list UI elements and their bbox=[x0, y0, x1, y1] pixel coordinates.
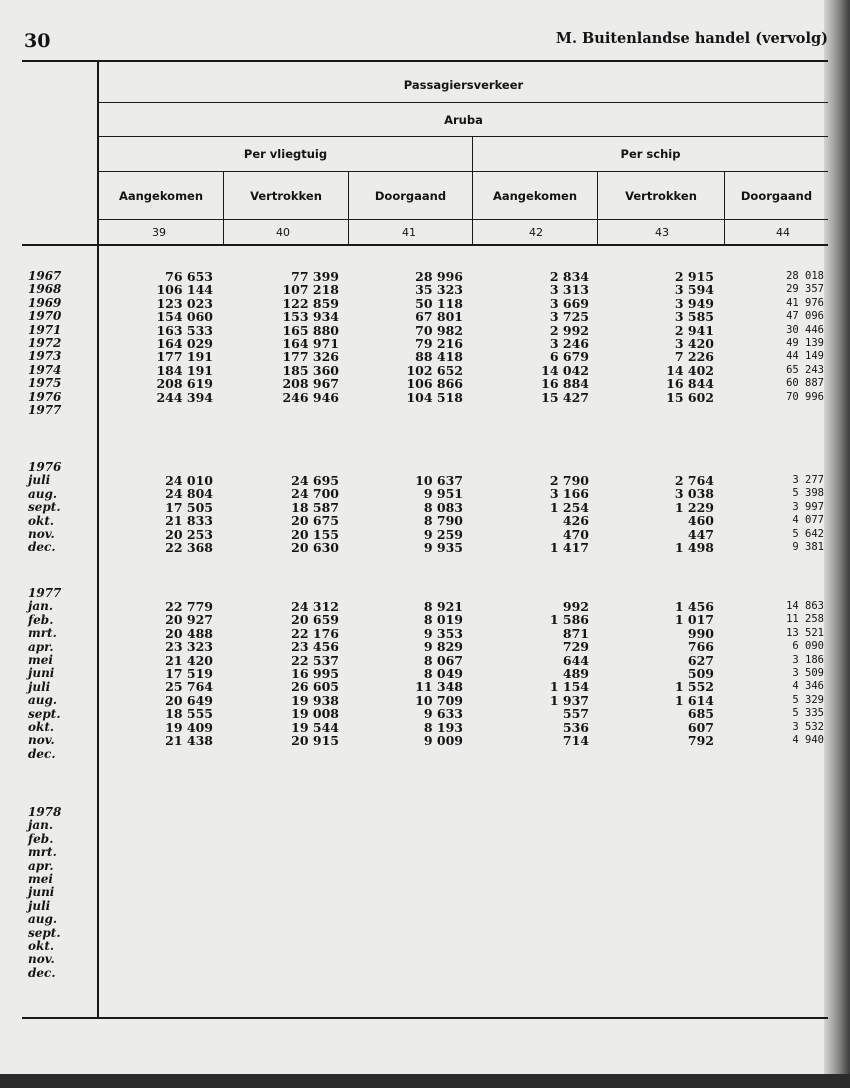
row-label: 1967 bbox=[28, 269, 62, 283]
data-cell: 60 887 bbox=[786, 377, 824, 390]
data-cell: 177 191 bbox=[156, 349, 213, 365]
m1977-col-40 bbox=[276, 600, 339, 761]
data-cell: 1 937 bbox=[549, 692, 589, 708]
row-label: feb. bbox=[28, 612, 54, 627]
data-cell: 20 630 bbox=[291, 539, 339, 555]
data-cell: 4 940 bbox=[792, 733, 824, 746]
data-cell bbox=[150, 747, 213, 760]
row-label: mei bbox=[28, 652, 53, 667]
data-cell: 766 bbox=[687, 639, 714, 655]
col-divider-4 bbox=[597, 171, 598, 244]
row-label: mei bbox=[28, 871, 53, 886]
data-cell: 106 866 bbox=[406, 376, 463, 392]
data-cell: 460 bbox=[687, 513, 714, 529]
data-cell: 24 312 bbox=[291, 599, 339, 614]
data-cell: 1 614 bbox=[674, 692, 714, 708]
bottom-rule bbox=[22, 1017, 828, 1019]
data-cell: 70 982 bbox=[415, 322, 463, 338]
data-cell: 24 695 bbox=[291, 473, 339, 488]
col-number-41: 41 bbox=[402, 226, 416, 239]
data-cell bbox=[528, 747, 589, 760]
data-cell: 77 399 bbox=[291, 269, 339, 284]
row-label: juni bbox=[28, 666, 55, 681]
row-label: juli bbox=[28, 473, 51, 488]
years-col-41 bbox=[398, 270, 463, 417]
data-cell: 18 587 bbox=[291, 499, 339, 515]
m1977-col-43 bbox=[653, 600, 714, 761]
row-label: okt. bbox=[28, 719, 55, 734]
col-divider-2 bbox=[348, 171, 349, 244]
row-label: aug. bbox=[28, 693, 58, 708]
data-cell: 3 949 bbox=[674, 295, 714, 311]
data-cell: 3 246 bbox=[549, 335, 589, 351]
data-cell: 22 537 bbox=[291, 652, 339, 668]
row-label: 1974 bbox=[28, 362, 62, 377]
data-cell: 729 bbox=[562, 639, 589, 655]
col-number-39: 39 bbox=[152, 226, 166, 239]
data-cell: 184 191 bbox=[156, 362, 213, 378]
col-divider-5 bbox=[724, 171, 725, 244]
data-cell: 164 971 bbox=[282, 335, 339, 351]
data-cell: 35 323 bbox=[415, 282, 463, 298]
data-cell: 20 649 bbox=[165, 692, 213, 708]
data-cell: 3 532 bbox=[792, 720, 824, 733]
year-labels bbox=[28, 270, 61, 417]
data-cell: 3 186 bbox=[792, 653, 824, 666]
row-label: 1970 bbox=[28, 309, 62, 324]
data-cell: 21 420 bbox=[165, 652, 213, 668]
col-header-42: Aangekomen bbox=[492, 189, 578, 203]
row-label: 1971 bbox=[28, 322, 62, 337]
data-cell: 5 329 bbox=[792, 693, 824, 706]
header-line-2 bbox=[99, 136, 828, 137]
data-cell: 1 552 bbox=[674, 679, 714, 695]
header-line-1 bbox=[99, 102, 828, 103]
data-cell: 20 155 bbox=[291, 526, 339, 542]
data-cell: 7 226 bbox=[674, 349, 714, 365]
block-year-label: 1976 bbox=[28, 460, 62, 474]
data-cell: 79 216 bbox=[415, 335, 463, 351]
data-cell bbox=[398, 747, 463, 760]
data-cell: 20 675 bbox=[291, 513, 339, 529]
data-cell: 11 258 bbox=[786, 613, 824, 626]
data-cell: 14 863 bbox=[786, 600, 824, 612]
data-cell: 3 038 bbox=[674, 486, 714, 502]
data-cell: 17 519 bbox=[165, 665, 213, 681]
data-cell: 16 844 bbox=[666, 376, 714, 392]
data-cell: 3 997 bbox=[792, 500, 824, 513]
month-labels-1977 bbox=[28, 587, 61, 761]
data-cell: 4 346 bbox=[792, 680, 824, 693]
data-cell: 24 700 bbox=[291, 486, 339, 502]
data-cell: 21 438 bbox=[165, 732, 213, 748]
data-cell: 246 946 bbox=[282, 389, 339, 405]
data-cell: 30 446 bbox=[786, 323, 824, 336]
data-cell: 44 149 bbox=[786, 350, 824, 363]
data-cell: 19 409 bbox=[165, 719, 213, 735]
data-cell: 20 253 bbox=[165, 526, 213, 542]
data-cell: 9 353 bbox=[423, 625, 463, 641]
data-cell: 122 859 bbox=[282, 295, 339, 311]
data-cell: 3 313 bbox=[549, 282, 589, 298]
block-year-label: 1977 bbox=[28, 586, 62, 600]
data-cell bbox=[276, 747, 339, 760]
row-label: dec. bbox=[28, 540, 56, 555]
data-cell: 47 096 bbox=[786, 310, 824, 323]
data-cell: 50 118 bbox=[415, 295, 463, 311]
data-cell: 5 335 bbox=[792, 707, 824, 720]
data-cell: 3 669 bbox=[549, 295, 589, 311]
years-col-44 bbox=[770, 270, 824, 417]
header-bottom-rule bbox=[22, 244, 828, 246]
col-divider-1 bbox=[223, 171, 224, 244]
data-cell: 19 544 bbox=[291, 719, 339, 735]
data-cell: 685 bbox=[687, 706, 714, 722]
data-cell: 163 533 bbox=[156, 322, 213, 338]
data-cell: 992 bbox=[562, 599, 589, 614]
data-cell: 6 679 bbox=[549, 349, 589, 365]
data-cell: 714 bbox=[562, 732, 589, 748]
data-cell: 3 725 bbox=[549, 309, 589, 325]
col-header-43: Vertrokken bbox=[625, 189, 697, 203]
row-label: dec. bbox=[28, 746, 56, 761]
row-label: 1973 bbox=[28, 349, 62, 364]
row-label: feb. bbox=[28, 831, 54, 846]
data-cell: 20 927 bbox=[165, 612, 213, 628]
data-cell: 3 594 bbox=[674, 282, 714, 298]
data-cell: 8 067 bbox=[423, 652, 463, 668]
col-header-41: Doorgaand bbox=[374, 189, 447, 203]
row-label: juni bbox=[28, 885, 55, 900]
data-cell: 470 bbox=[562, 526, 589, 542]
data-cell: 2 790 bbox=[549, 473, 589, 488]
data-cell: 16 884 bbox=[541, 376, 589, 392]
row-label: dec. bbox=[28, 965, 56, 980]
data-cell: 15 427 bbox=[541, 389, 589, 405]
data-cell: 536 bbox=[562, 719, 589, 735]
row-label: nov. bbox=[28, 952, 55, 967]
m1977-col-44 bbox=[770, 600, 824, 761]
data-cell: 9 009 bbox=[423, 732, 463, 748]
data-cell: 10 637 bbox=[415, 473, 463, 488]
data-cell: 28 018 bbox=[786, 270, 824, 282]
data-cell: 22 779 bbox=[165, 599, 213, 614]
years-col-43 bbox=[653, 270, 714, 417]
data-cell: 20 915 bbox=[291, 732, 339, 748]
data-cell bbox=[398, 404, 463, 417]
data-cell: 1 154 bbox=[549, 679, 589, 695]
data-cell: 104 518 bbox=[406, 389, 463, 405]
data-cell: 14 042 bbox=[541, 362, 589, 378]
row-label: juli bbox=[28, 679, 51, 694]
data-cell bbox=[276, 404, 339, 417]
m1976-col-41 bbox=[398, 474, 463, 554]
data-cell bbox=[770, 747, 824, 760]
data-cell: 4 077 bbox=[792, 514, 824, 527]
data-cell: 9 259 bbox=[423, 526, 463, 542]
m1977-col-39 bbox=[150, 600, 213, 761]
group-header: Passagiersverkeer bbox=[403, 78, 524, 92]
m1976-col-42 bbox=[528, 474, 589, 554]
row-label: apr. bbox=[28, 858, 54, 873]
row-label: okt. bbox=[28, 513, 55, 528]
years-col-40 bbox=[276, 270, 339, 417]
data-cell: 1 456 bbox=[674, 599, 714, 614]
data-cell: 70 996 bbox=[786, 390, 824, 403]
data-cell: 24 010 bbox=[165, 473, 213, 488]
data-cell: 8 921 bbox=[423, 599, 463, 614]
data-cell: 26 605 bbox=[291, 679, 339, 695]
data-cell: 29 357 bbox=[786, 283, 824, 296]
header-line-4 bbox=[99, 219, 828, 220]
row-label: 1972 bbox=[28, 335, 62, 350]
data-cell: 5 398 bbox=[792, 487, 824, 500]
data-cell: 9 935 bbox=[423, 539, 463, 555]
data-cell: 20 488 bbox=[165, 625, 213, 641]
section-title: M. Buitenlandse handel (vervolg) bbox=[555, 30, 828, 47]
m1976-col-44 bbox=[770, 474, 824, 554]
data-cell: 1 586 bbox=[549, 612, 589, 628]
data-cell bbox=[653, 747, 714, 760]
data-cell: 627 bbox=[687, 652, 714, 668]
data-cell: 9 381 bbox=[792, 540, 824, 553]
col-number-42: 42 bbox=[529, 226, 543, 239]
data-cell bbox=[770, 404, 824, 417]
data-cell: 208 619 bbox=[156, 376, 213, 392]
data-cell: 990 bbox=[687, 625, 714, 641]
row-label: sept. bbox=[28, 500, 61, 515]
stub-divider bbox=[97, 62, 99, 1017]
data-cell: 2 834 bbox=[549, 269, 589, 284]
data-cell: 2 915 bbox=[674, 269, 714, 284]
row-label: mrt. bbox=[28, 845, 57, 860]
data-cell: 6 090 bbox=[792, 640, 824, 653]
data-cell: 17 505 bbox=[165, 499, 213, 515]
row-label: jan. bbox=[28, 818, 54, 833]
data-cell: 9 829 bbox=[423, 639, 463, 655]
data-cell: 557 bbox=[562, 706, 589, 722]
col-header-40: Vertrokken bbox=[250, 189, 322, 203]
header-line-3 bbox=[99, 171, 828, 172]
data-cell: 13 521 bbox=[786, 626, 824, 639]
row-label: apr. bbox=[28, 639, 54, 654]
data-cell: 9 951 bbox=[423, 486, 463, 502]
data-cell: 1 417 bbox=[549, 539, 589, 555]
data-cell: 1 498 bbox=[674, 539, 714, 555]
row-label: 1968 bbox=[28, 282, 62, 297]
data-cell: 16 995 bbox=[291, 665, 339, 681]
col-header-44: Doorgaand bbox=[740, 189, 813, 203]
data-cell: 5 642 bbox=[792, 527, 824, 540]
m1976-col-39 bbox=[150, 474, 213, 554]
m1977-col-42 bbox=[528, 600, 589, 761]
row-label: 1975 bbox=[28, 376, 62, 391]
data-cell: 67 801 bbox=[415, 309, 463, 325]
data-cell: 3 585 bbox=[674, 309, 714, 325]
top-rule bbox=[22, 60, 828, 62]
data-cell: 15 602 bbox=[666, 389, 714, 405]
air-header: Per vliegtuig bbox=[243, 147, 328, 161]
month-labels-1976 bbox=[28, 461, 61, 555]
data-cell: 1 229 bbox=[674, 499, 714, 515]
row-label: 1976 bbox=[28, 389, 62, 404]
data-cell: 154 060 bbox=[156, 309, 213, 325]
data-cell: 8 049 bbox=[423, 665, 463, 681]
data-cell: 22 368 bbox=[165, 539, 213, 555]
data-cell: 165 880 bbox=[282, 322, 339, 338]
data-cell: 185 360 bbox=[282, 362, 339, 378]
page-binding-edge bbox=[824, 0, 850, 1088]
data-cell: 123 023 bbox=[156, 295, 213, 311]
m1976-col-40 bbox=[276, 474, 339, 554]
ship-header: Per schip bbox=[620, 147, 681, 161]
row-label: aug. bbox=[28, 912, 58, 927]
data-cell: 2 764 bbox=[674, 473, 714, 488]
data-cell: 10 709 bbox=[415, 692, 463, 708]
years-col-39 bbox=[150, 270, 213, 417]
row-label: mrt. bbox=[28, 626, 57, 641]
data-cell: 509 bbox=[687, 665, 714, 681]
data-cell: 21 833 bbox=[165, 513, 213, 529]
row-label: aug. bbox=[28, 486, 58, 501]
month-labels-1978 bbox=[28, 806, 61, 980]
data-cell: 23 323 bbox=[165, 639, 213, 655]
m1977-col-41 bbox=[398, 600, 463, 761]
data-cell: 489 bbox=[562, 665, 589, 681]
scan-bottom-edge bbox=[0, 1074, 850, 1088]
data-cell bbox=[653, 404, 714, 417]
data-cell: 2 941 bbox=[674, 322, 714, 338]
data-cell: 18 555 bbox=[165, 706, 213, 722]
row-label: nov. bbox=[28, 733, 55, 748]
data-cell: 19 938 bbox=[291, 692, 339, 708]
data-cell: 49 139 bbox=[786, 336, 824, 349]
subgroup-header: Aruba bbox=[444, 113, 483, 127]
block-year-label: 1978 bbox=[28, 805, 62, 819]
data-cell: 644 bbox=[562, 652, 589, 668]
data-cell: 153 934 bbox=[282, 309, 339, 325]
col-number-43: 43 bbox=[655, 226, 669, 239]
row-label: sept. bbox=[28, 706, 61, 721]
data-cell: 177 326 bbox=[282, 349, 339, 365]
data-cell: 8 193 bbox=[423, 719, 463, 735]
data-cell: 8 019 bbox=[423, 612, 463, 628]
data-cell: 9 633 bbox=[423, 706, 463, 722]
data-cell: 65 243 bbox=[786, 363, 824, 376]
data-cell: 88 418 bbox=[415, 349, 463, 365]
data-cell: 3 277 bbox=[792, 474, 824, 486]
data-cell: 102 652 bbox=[406, 362, 463, 378]
row-label: okt. bbox=[28, 938, 55, 953]
data-cell: 208 967 bbox=[282, 376, 339, 392]
data-cell: 107 218 bbox=[282, 282, 339, 298]
row-label: 1977 bbox=[28, 402, 62, 417]
data-cell: 3 509 bbox=[792, 666, 824, 679]
data-cell: 41 976 bbox=[786, 296, 824, 309]
data-cell: 792 bbox=[687, 732, 714, 748]
data-cell: 2 992 bbox=[549, 322, 589, 338]
col-number-40: 40 bbox=[276, 226, 290, 239]
row-label: 1969 bbox=[28, 295, 62, 310]
data-cell: 106 144 bbox=[156, 282, 213, 298]
data-cell: 3 420 bbox=[674, 335, 714, 351]
data-cell: 23 456 bbox=[291, 639, 339, 655]
data-cell: 20 659 bbox=[291, 612, 339, 628]
data-cell: 1 017 bbox=[674, 612, 714, 628]
col-header-39: Aangekomen bbox=[118, 189, 204, 203]
data-cell: 8 083 bbox=[423, 499, 463, 515]
data-cell: 871 bbox=[562, 625, 589, 641]
page-number: 30 bbox=[24, 30, 51, 52]
m1976-col-43 bbox=[653, 474, 714, 554]
data-cell: 8 790 bbox=[423, 513, 463, 529]
data-cell: 426 bbox=[562, 513, 589, 529]
data-cell: 19 008 bbox=[291, 706, 339, 722]
row-label: jan. bbox=[28, 599, 54, 614]
row-label: nov. bbox=[28, 526, 55, 541]
data-cell: 164 029 bbox=[156, 335, 213, 351]
data-cell: 28 996 bbox=[415, 269, 463, 284]
data-cell: 14 402 bbox=[666, 362, 714, 378]
years-col-42 bbox=[528, 270, 589, 417]
data-cell: 24 804 bbox=[165, 486, 213, 502]
data-cell: 22 176 bbox=[291, 625, 339, 641]
data-cell bbox=[528, 404, 589, 417]
data-cell: 447 bbox=[687, 526, 714, 542]
row-label: sept. bbox=[28, 925, 61, 940]
data-cell: 3 166 bbox=[549, 486, 589, 502]
data-cell: 11 348 bbox=[415, 679, 463, 695]
col-number-44: 44 bbox=[776, 226, 790, 239]
data-cell bbox=[150, 404, 213, 417]
data-cell: 607 bbox=[687, 719, 714, 735]
data-cell: 1 254 bbox=[549, 499, 589, 515]
data-cell: 244 394 bbox=[156, 389, 213, 405]
data-cell: 76 653 bbox=[165, 269, 213, 284]
data-cell: 25 764 bbox=[165, 679, 213, 695]
row-label: juli bbox=[28, 898, 51, 913]
